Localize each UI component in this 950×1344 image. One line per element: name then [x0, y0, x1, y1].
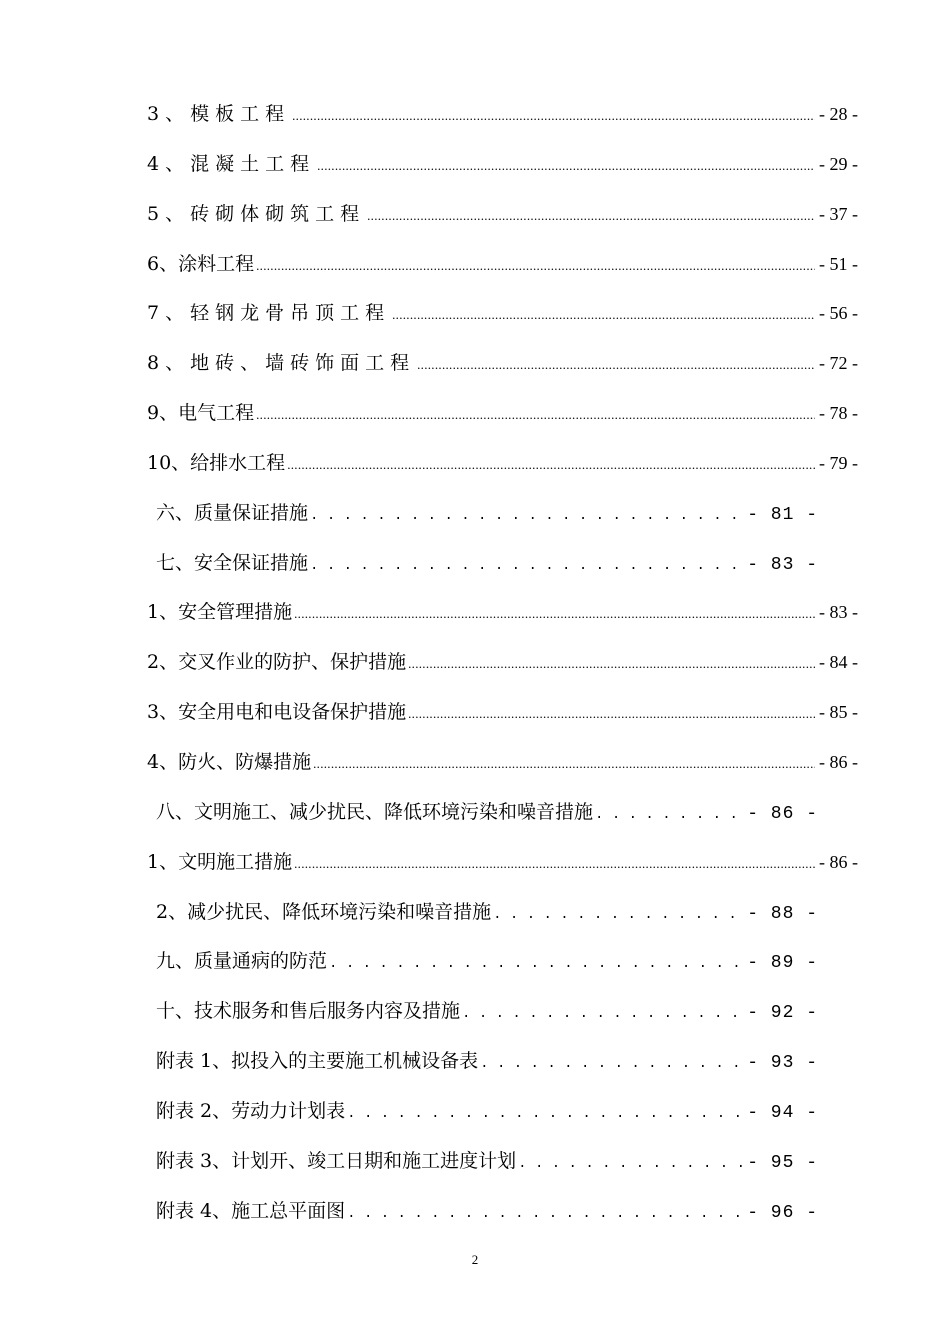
toc-entry-page: - 95 - — [747, 1152, 818, 1173]
toc-row — [0, 536, 950, 586]
toc-entry[interactable] — [147, 149, 858, 176]
toc-entry-page: - 89 - — [747, 953, 818, 974]
toc-entry-page: - 56 - — [819, 303, 858, 324]
toc-entry-label: 2、减少扰民、降低环境污染和噪音措施 — [156, 900, 492, 923]
toc-dot-leader — [480, 1050, 743, 1072]
toc-entry-label: 附表 4、施工总平面图 — [156, 1199, 346, 1222]
toc-row — [0, 237, 950, 287]
toc-entry[interactable] — [147, 647, 858, 674]
toc-dot-leader — [310, 502, 743, 524]
toc-dot-leader — [310, 552, 743, 574]
toc-entry-page: - 85 - — [819, 702, 858, 723]
toc-entry-label: 5、砖砌体砌筑工程 — [147, 202, 366, 225]
toc-entry-label: 十、技术服务和售后服务内容及措施 — [156, 1000, 461, 1023]
toc-row — [0, 386, 950, 436]
toc-dot-leader — [347, 1200, 743, 1222]
toc-dot-leader — [417, 352, 815, 374]
toc-entry-label: 七、安全保证措施 — [156, 551, 309, 574]
toc-entry-page: - 81 - — [747, 504, 818, 525]
toc-entry-page: - 51 - — [819, 253, 858, 274]
toc-entry-label: 8、地砖、墙砖饰面工程 — [147, 352, 416, 375]
toc-row — [0, 87, 950, 137]
toc-entry[interactable] — [147, 697, 858, 724]
toc-dot-leader — [287, 452, 815, 474]
toc-entry-label: 六、质量保证措施 — [156, 501, 309, 524]
toc-entry-page: - 83 - — [747, 554, 818, 575]
toc-dot-leader — [256, 402, 815, 424]
toc-entry-label: 9、电气工程 — [147, 402, 255, 425]
toc-row — [0, 635, 950, 685]
toc-row — [0, 785, 950, 835]
toc-entry-label: 4、防火、防爆措施 — [147, 750, 312, 773]
toc-row — [0, 187, 950, 237]
toc-entry-label: 6、涂料工程 — [147, 252, 255, 275]
toc-entry[interactable] — [156, 946, 818, 973]
toc-entry-label: 八、文明施工、减少扰民、降低环境污染和噪音措施 — [156, 800, 594, 823]
toc-row — [0, 286, 950, 336]
toc-dot-leader — [256, 253, 815, 275]
toc-dot-leader — [329, 950, 743, 972]
toc-row — [0, 585, 950, 635]
toc-entry[interactable] — [147, 747, 858, 774]
toc-dot-leader — [408, 701, 815, 723]
toc-entry[interactable] — [156, 1096, 818, 1123]
toc-entry-page: - 28 - — [819, 104, 858, 124]
toc-entry[interactable] — [156, 797, 818, 824]
toc-entry-page: - 37 - — [819, 203, 858, 224]
toc-entry-page: - 29 - — [819, 153, 858, 174]
toc-dot-leader — [294, 601, 815, 623]
table-of-contents — [0, 87, 950, 1233]
toc-entry[interactable] — [156, 1146, 818, 1173]
toc-dot-leader — [317, 153, 815, 175]
toc-row — [0, 137, 950, 187]
toc-row — [0, 1184, 950, 1234]
toc-entry[interactable] — [147, 249, 858, 276]
toc-entry[interactable] — [147, 448, 858, 475]
toc-entry[interactable] — [156, 1196, 818, 1223]
toc-entry-page: - 93 - — [747, 1053, 818, 1074]
toc-entry[interactable] — [156, 548, 818, 575]
toc-dot-leader — [595, 801, 743, 823]
toc-row — [0, 934, 950, 984]
toc-dot-leader — [294, 851, 815, 873]
toc-dot-leader — [292, 103, 815, 125]
toc-dot-leader — [392, 302, 815, 324]
toc-dot-leader — [347, 1100, 743, 1122]
toc-row — [0, 1084, 950, 1134]
toc-entry-label: 2、交叉作业的防护、保护措施 — [147, 651, 407, 674]
toc-entry-page: - 92 - — [747, 1003, 818, 1024]
toc-dot-leader — [367, 203, 815, 225]
toc-entry[interactable] — [156, 498, 818, 525]
toc-row — [0, 735, 950, 785]
toc-entry-label: 附表 3、计划开、竣工日期和施工进度计划 — [156, 1149, 517, 1172]
toc-entry-page: - 86 - — [819, 751, 858, 772]
toc-entry-page: - 72 - — [819, 353, 858, 374]
toc-row — [0, 1034, 950, 1084]
toc-entry-label: 1、文明施工措施 — [147, 850, 293, 873]
page-number: 2 — [471, 1252, 479, 1267]
toc-row — [0, 885, 950, 935]
toc-row — [0, 984, 950, 1034]
toc-entry-label: 3、安全用电和电设备保护措施 — [147, 701, 407, 724]
toc-entry-page: - 79 - — [819, 452, 858, 473]
toc-entry-page: - 84 - — [819, 652, 858, 673]
toc-entry[interactable] — [147, 348, 858, 375]
toc-row — [0, 336, 950, 386]
toc-entry-label: 附表 2、劳动力计划表 — [156, 1099, 346, 1122]
toc-row — [0, 486, 950, 536]
toc-dot-leader — [462, 1000, 743, 1022]
toc-entry[interactable] — [147, 199, 858, 226]
toc-entry-label: 附表 1、拟投入的主要施工机械设备表 — [156, 1050, 479, 1073]
toc-row — [0, 436, 950, 486]
toc-entry-label: 3、模板工程 — [147, 103, 291, 125]
toc-dot-leader — [408, 651, 815, 673]
toc-entry-label: 九、质量通病的防范 — [156, 950, 328, 973]
toc-dot-leader — [313, 751, 815, 773]
toc-entry-label: 7、轻钢龙骨吊顶工程 — [147, 302, 391, 325]
toc-entry-label: 1、安全管理措施 — [147, 601, 293, 624]
toc-entry[interactable] — [147, 298, 858, 325]
toc-entry[interactable] — [147, 99, 858, 126]
toc-row — [0, 685, 950, 735]
toc-entry-page: - 94 - — [747, 1102, 818, 1123]
toc-entry[interactable] — [156, 1046, 818, 1073]
toc-entry[interactable] — [156, 996, 818, 1023]
toc-entry[interactable] — [147, 398, 858, 425]
toc-entry[interactable] — [156, 897, 818, 924]
toc-entry-label: 4、混凝土工程 — [147, 152, 316, 175]
toc-entry-page: - 86 - — [747, 803, 818, 824]
toc-dot-leader — [518, 1150, 743, 1172]
toc-entry-page: - 86 - — [819, 851, 858, 872]
toc-entry[interactable] — [147, 597, 858, 624]
toc-row — [0, 835, 950, 885]
toc-entry-page: - 78 - — [819, 403, 858, 424]
toc-entry-page: - 96 - — [747, 1202, 818, 1223]
toc-dot-leader — [493, 901, 743, 923]
toc-entry-page: - 83 - — [819, 602, 858, 623]
toc-entry-page: - 88 - — [747, 903, 818, 924]
toc-entry-label: 10、给排水工程 — [147, 451, 286, 474]
toc-entry[interactable] — [147, 847, 858, 874]
toc-row — [0, 1134, 950, 1184]
